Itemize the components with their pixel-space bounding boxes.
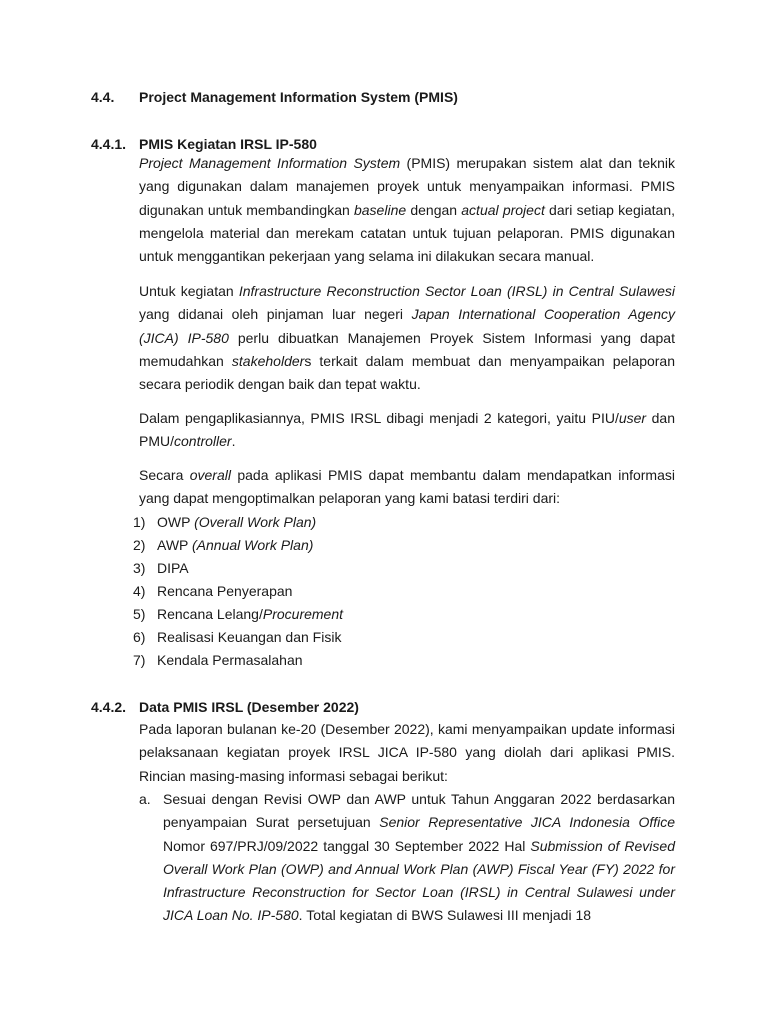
text-run: (PMIS) merupakan sistem alat dan teknik yang digunakan dalam manajemen proyek untuk menyampaikan informasi. PMIS digunakan untuk membandingkan (139, 155, 675, 218)
text-run: pada aplikasi PMIS dapat membantu dalam mendapatkan informasi yang dapat mengoptimalkan pelaporan yang kami batasi terdiri dari: (139, 467, 675, 507)
text-run: Dalam pengaplikasiannya, PMIS IRSL dibagi menjadi 2 kategori, yaitu PIU/ (139, 410, 619, 426)
text-run: Secara (139, 467, 190, 483)
paragraph-pmis-definition (139, 152, 675, 268)
text-run: OWP (157, 514, 195, 530)
list-item-a-text (163, 788, 675, 928)
section-title: PMIS Kegiatan IRSL IP-580 (139, 136, 317, 152)
text-run: yang didanai oleh pinjaman luar negeri (139, 306, 412, 323)
text-run: Pada laporan bulanan ke-20 (Desember 2022), kami menyampaikan update informasi pelaksanaan kegiatan proyek IRSL JICA IP-580 yang diolah dari aplikasi PMIS. Rincian masing-masing informasi sebagai berikut: (139, 721, 675, 784)
list-item (133, 534, 693, 557)
list-item (133, 557, 693, 580)
text-run: s terkait dalam membuat dan menyampaikan pelaporan secara periodik dengan baik dan tepat waktu. (139, 352, 676, 393)
paragraph-irsl-context (139, 280, 675, 396)
italic-text: controller (174, 433, 232, 450)
list-marker: a. (139, 791, 151, 807)
text-run: dari setiap kegiatan, mengelola material dan merekam catatan untuk tujuan pelaporan. PMIS digunakan untuk menggantikan pekerjaan yang selama ini dilakukan secara manual. (139, 201, 675, 265)
information-list (133, 511, 693, 672)
text-run: Kendala Permasalahan (157, 652, 303, 668)
list-item (133, 649, 693, 672)
text-run: Nomor 697/PRJ/09/2022 tanggal 30 September 2022 Hal (163, 837, 531, 854)
text-run: Rencana Lelang/ (157, 606, 263, 622)
text-run: dan PMU/ (139, 410, 675, 450)
paragraph-monthly-report (139, 718, 675, 788)
italic-text: Submission of Revised Overall Work Plan (OWP) and Annual Work Plan (AWP) Fiscal Year (FY) 2022 for Infrastructure Reconstruction for Sector Loan (IRSL) in Central Sulawesi under JICA Loan No. IP-580 (163, 837, 675, 924)
list-number: 6) (133, 629, 146, 645)
text-run: perlu dibuatkan Manajemen Proyek Sistem Informasi yang dapat memudahkan (139, 329, 675, 369)
italic-text: Japan International Cooperation Agency (JICA) IP-580 (139, 306, 675, 346)
italic-text: Project Management Information System (139, 155, 401, 171)
section-title: Project Management Information System (PMIS) (139, 89, 458, 105)
text-run: . Total kegiatan di BWS Sulawesi III menjadi 18 (298, 907, 592, 924)
list-item (133, 511, 693, 534)
italic-text: stakeholder (231, 352, 305, 369)
list-number: 5) (133, 606, 146, 622)
italic-text: user (618, 410, 647, 426)
text-run: . (231, 433, 236, 450)
section-number: 4.4. (91, 89, 115, 105)
italic-text: (Annual Work Plan) (192, 537, 314, 553)
paragraph-overall (139, 464, 675, 511)
section-title: Data PMIS IRSL (Desember 2022) (139, 699, 359, 715)
text-run: AWP (157, 537, 193, 553)
text-run: dengan (406, 201, 462, 218)
list-number: 4) (133, 583, 146, 599)
list-item (133, 603, 693, 626)
list-item (133, 626, 693, 649)
italic-text: actual project (461, 201, 545, 218)
list-number: 7) (133, 652, 146, 668)
text-run: Rencana Penyerapan (157, 583, 293, 599)
text-run: Untuk kegiatan (139, 283, 239, 299)
italic-text: (Overall Work Plan) (194, 514, 317, 530)
list-number: 1) (133, 514, 146, 530)
italic-text: Senior Representative JICA Indonesia Office (379, 814, 676, 831)
paragraph-categories (139, 407, 675, 454)
italic-text: baseline (353, 201, 407, 218)
section-number: 4.4.2. (91, 699, 127, 715)
italic-text: overall (189, 467, 231, 483)
list-item-a (139, 788, 675, 928)
italic-text: Infrastructure Reconstruction Sector Loan (IRSL) in Central Sulawesi (238, 283, 675, 299)
text-run: Sesuai dengan Revisi OWP dan AWP untuk Tahun Anggaran 2022 berdasarkan penyampaian Surat persetujuan (163, 791, 675, 831)
text-run: DIPA (157, 560, 189, 576)
italic-text: Procurement (262, 606, 344, 622)
section-number: 4.4.1. (91, 136, 127, 152)
list-item (133, 580, 693, 603)
list-number: 3) (133, 560, 146, 576)
list-number: 2) (133, 537, 146, 553)
text-run: Realisasi Keuangan dan Fisik (157, 629, 342, 645)
